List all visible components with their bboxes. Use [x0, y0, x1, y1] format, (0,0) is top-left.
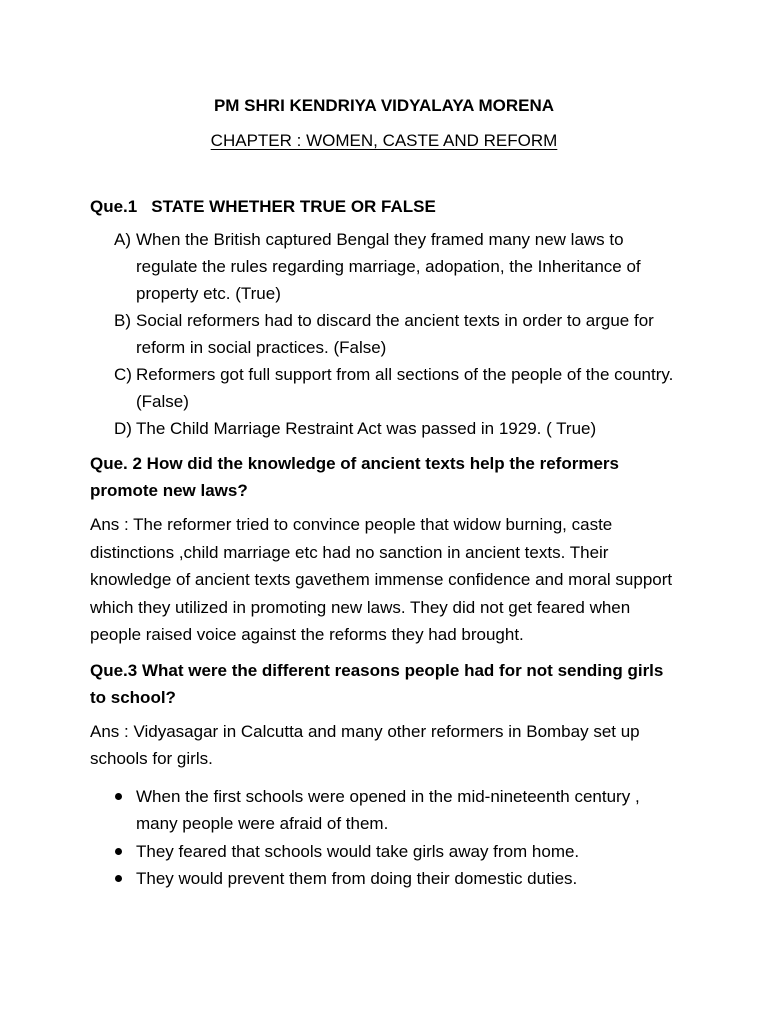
- list-item: [114, 865, 678, 893]
- answer-3-text: Ans : Vidyasagar in Calcutta and many other reformers in Bombay set up schools for girls.: [90, 721, 640, 768]
- question-1-text: STATE WHETHER TRUE OR FALSE: [151, 197, 436, 216]
- list-marker: D): [114, 419, 132, 438]
- list-item-text: They would prevent them from doing their domestic duties.: [136, 869, 578, 888]
- list-item-text: They feared that schools would take girls away from home.: [136, 841, 580, 861]
- list-marker: C): [114, 365, 132, 384]
- reasons-bullet-list: [90, 783, 678, 893]
- answer-2-text: Ans : The reformer tried to convince people that widow burning, caste distinctions ,child marriage etc had no sanction in ancient texts. Their knowledge of ancient texts gavethem immense confidence and moral support which they utilized in promoting new laws. They did not get feared when people raised voice against the reforms they had brought.: [90, 515, 673, 644]
- list-marker: B): [114, 311, 131, 330]
- bullet-icon: [115, 793, 122, 800]
- list-item-text: When the British captured Bengal they framed many new laws to regulate the rules regarding marriage, adopation, the Inheritance of property etc. (True): [136, 230, 641, 303]
- list-item: [114, 361, 678, 415]
- question-3-heading: Que.3 What were the different reasons people had for not sending girls to school?: [90, 660, 664, 707]
- list-item: [114, 783, 678, 838]
- chapter-title: CHAPTER : WOMEN, CASTE AND REFORM: [210, 131, 558, 150]
- list-marker: A): [114, 230, 131, 249]
- list-item-text: The Child Marriage Restraint Act was passed in 1929. ( True): [136, 419, 597, 438]
- list-item-text: When the first schools were opened in the mid-nineteenth century , many people were afraid of them.: [136, 786, 640, 833]
- true-false-list: [90, 226, 678, 442]
- list-item: [114, 226, 678, 307]
- question-1-label: Que.1: [90, 197, 138, 216]
- list-item-text: Social reformers had to discard the ancient texts in order to argue for reform in social practices. (False): [136, 311, 654, 357]
- list-item: [114, 838, 678, 866]
- question-1-heading: [90, 196, 678, 218]
- school-title: PM SHRI KENDRIYA VIDYALAYA MORENA: [213, 96, 555, 115]
- list-item-text: Reformers got full support from all sections of the people of the country.(False): [136, 365, 674, 411]
- question-2-heading: Que. 2 How did the knowledge of ancient texts help the reformers promote new laws?: [90, 454, 619, 500]
- bullet-icon: [115, 875, 122, 882]
- list-item: [114, 415, 678, 442]
- bullet-icon: [115, 848, 122, 855]
- list-item: [114, 307, 678, 361]
